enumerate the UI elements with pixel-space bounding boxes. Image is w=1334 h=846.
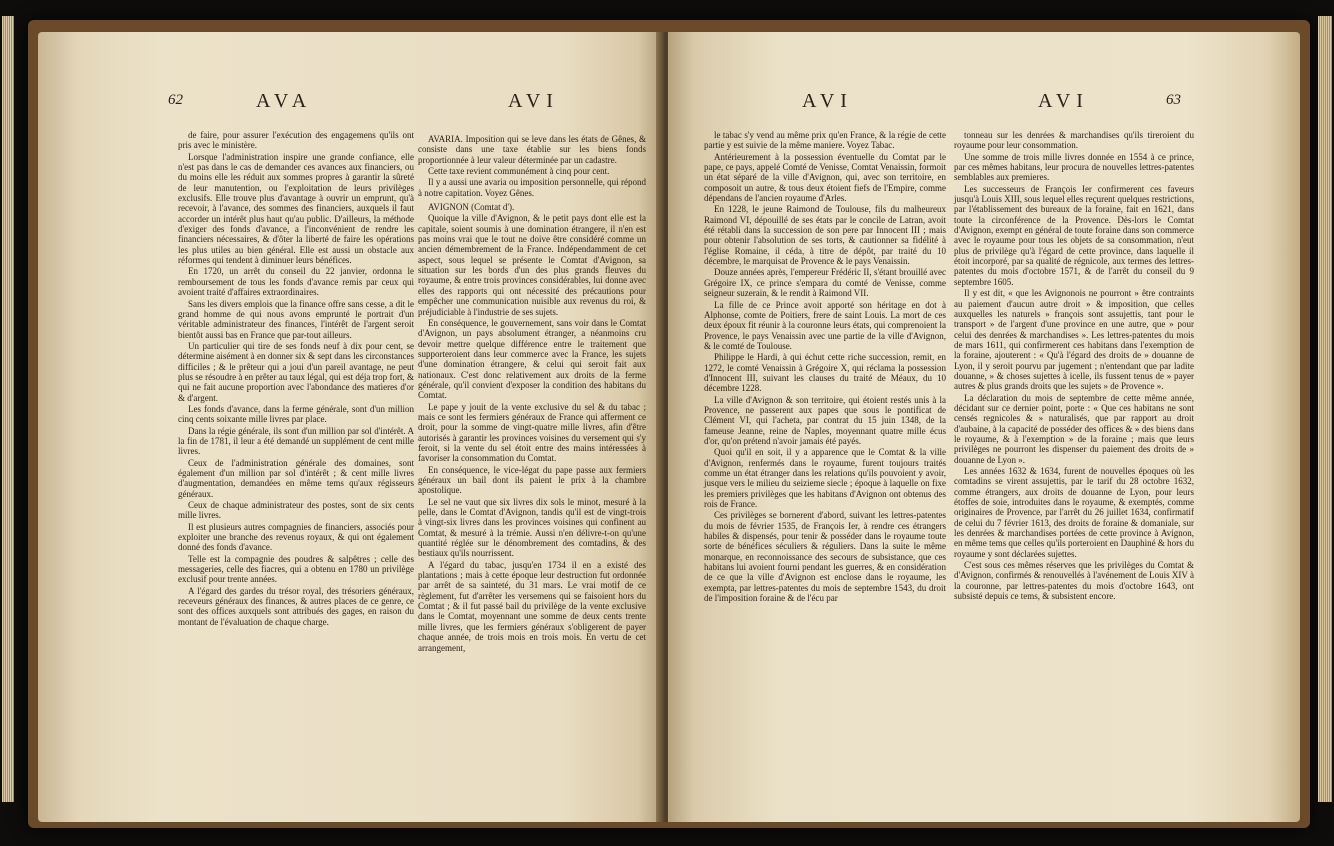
right-page-column-2 (954, 130, 1194, 602)
right-page-column-1 (704, 130, 946, 604)
book-edge-right (1318, 16, 1332, 802)
paragraph: La fille de ce Prince avoit apporté son héritage en dot à Alphonse, comte de Poitiers, frere de saint Louis. La mort de ces deux époux fit réunir à la couronne leurs états, qui comprenoient la Provence, le pays Venaissin avec une partie de la ville d'Avignon, & le comté de Toulouse. (704, 299, 946, 351)
left-page-column-1 (178, 130, 414, 628)
paragraph: Telle est la compagnie des poudres & salpêtres ; celle des messageries, celle des fiacres, qui a obtenu en 1780 un privilège exclusif pour trente années. (178, 553, 414, 585)
paragraph: Le pape y jouit de la vente exclusive du sel & du tabac ; mais ce sont les fermiers généraux de France qui afferment ce droit, pour la somme de vingt-quatre mille livres, afin d'être autorisés à garantir les provinces voisines du versement qui s'y feroit, si la vente du sel étoit entre des mains intéressées à favoriser la consommation du Comtat. (418, 401, 646, 464)
paragraph: Lorsque l'administration inspire une grande confiance, elle n'est pas dans le cas de demander ces avances aux financiers, ou du moins elle les réduit aux sommes propres à garantir la sûreté de leur manutention, ou l'exploitation de leurs privilèges exclusifs. Elle trouve plus d'avantage à ouvrir un emprunt, qu'à recevoir, à l'avance, des sommes des financiers, auxquels il faut accorder un intérêt plus haut qu'au public. D'ailleurs, la méthode d'exiger des fonds d'avance, a l'inconvénient de rendre les financiers nécessaires, & d'ôter la liberté de faire les opérations les plus utiles au bien général. Elle est aussi un obstacle aux réformes qui tendent à diminuer leurs bénéfices. (178, 151, 414, 266)
paragraph: Douze années après, l'empereur Frédéric II, s'étant brouillé avec Grégoire IX, ce prince s'empara du comté de Venisse, comme seigneur suzerain, & le rendit à Raimond VII. (704, 267, 946, 299)
paragraph: Une somme de trois mille livres donnée en 1554 à ce prince, par ces mêmes habitans, leur procura de nouvelles lettres-patentes semblables aux premieres. (954, 151, 1194, 183)
paragraph: AVARIA. Imposition qui se leve dans les états de Gênes, & consiste dans une taxe établie sur les biens fonds proportionnée à leur valeur déterminée par un cadastre. (418, 134, 646, 165)
paragraph: Les fonds d'avance, dans la ferme générale, sont d'un million cinq cents soixante mille livres par place. (178, 403, 414, 425)
page-number: 63 (1166, 92, 1181, 108)
paragraph: La ville d'Avignon & son territoire, qui étoient restés unis à la Provence, ne passerent aux papes que sous le pontificat de Clément VI, qui l'acheta, par contrat du 15 juin 1348, de la fameuse Jeanne, reine de Naples, moyennant quatre mille écus d'or, qu'on prétend n'avoir jamais été payés. (704, 394, 946, 446)
paragraph: A l'égard du tabac, jusqu'en 1734 il en a existé des plantations ; mais à cette époque leur destruction fut ordonnée par arrêt de sa sainteté, du 31 mars. Le vrai motif de ce règlement, fut d'arrêter les versemens qui se faisoient hors du Comtat ; & il fut passé bail du privilège de la vente exclusive dans le Comtat, moyennant une somme de deux cents trente mille livres, que les fermiers généraux s'obligerent de payer chaque année, de trois mois en trois mois. En vertu de cet arrangement, (418, 559, 646, 653)
paragraph: Les successeurs de François Ier confirmerent ces faveurs jusqu'à Louis XIII, sous lequel elles reçurent quelques restrictions, par l'établissement des bureaux de la foraine, fait en 1621, dans toute la circonférence de la Provence. Dès-lors le Comtat d'Avignon, exempt en général de toute foraine dans son commerce avec le royaume pour tous les objets de sa consommation, n'eut plus de privilège qu'à l'égard de cette province, dans laquelle il étoit incorporé, par sa qualité de régnicole, aux termes des lettres-patentes du mois d'octobre 1571, & de l'arrêt du conseil du 9 septembre 1605. (954, 183, 1194, 287)
paragraph: La déclaration du mois de septembre de cette même année, décidant sur ce dernier point, porte : « Que ces habitans ne sont censés regnicoles & » naturalisés, que par rapport au droit d'aubaine, à la capacité de posséder des offices & » des biens dans le royaume, & à l'exemption » de la foraine ; mais que leurs privilèges ne pourront les dispenser du paiement des droits de » douanne de Lyon ». (954, 392, 1194, 465)
paragraph: Le sel ne vaut que six livres dix sols le minot, mesuré à la pelle, dans le Comtat d'Avignon, tandis qu'il est de vingt-trois à vingt-six livres dans les provinces voisines qui confinent au Comtat, & mesuré à la trémie. Aussi n'en délivre-t-on qu'une quantité réglée sur le dénombrement des comtadins, & des bestiaux qu'ils nourrissent. (418, 496, 646, 559)
paragraph: Ceux de chaque administrateur des postes, sont de six cents mille livres. (178, 500, 414, 521)
paragraph: Il y a aussi une avaria ou imposition personnelle, qui répond à notre capitation. Voyez Gênes. (418, 177, 646, 198)
book-edge-left (2, 16, 14, 802)
paragraph: A l'égard des gardes du trésor royal, des trésoriers généraux, receveurs généraux des finances, & autres places de ce genre, ce sont des offices auxquels sont attribués des gages, en raison du montant de l'évaluation de chaque charge. (178, 585, 414, 627)
paragraph: En conséquence, le vice-légat du pape passe aux fermiers généraux un bail dont ils paient le prix à la chambre apostolique. (418, 464, 646, 496)
running-head-left: AVA (256, 90, 313, 112)
paragraph: C'est sous ces mêmes réserves que les privilèges du Comtat & d'Avignon, confirmés & renouvellés à l'avénement de Louis XIV à la couronne, par lettres-patentes du mois d'octobre 1643, ont subsisté depuis ce tems, & subsistent encore. (954, 560, 1194, 602)
paragraph: Un particulier qui tire de ses fonds neuf à dix pour cent, se détermine aisément à en donner six & sept dans les circonstances difficiles ; & le prêteur qui a joui d'un pareil avantage, ne peut plus se résoudre à en prêter au taux légal, qui est déja trop fort, & qui ne fait aucune proportion avec l'abondance des matieres d'or & d'argent. (178, 340, 414, 403)
paragraph: AVIGNON (Comtat d'). (428, 202, 515, 213)
paragraph: Dans la régie générale, ils sont d'un million par sol d'intérêt. A la fin de 1781, il leur a été demandé un supplément de cent mille livres. (178, 425, 414, 457)
paragraph: Quoique la ville d'Avignon, & le petit pays dont elle est la capitale, soient soumis à une domination étrangere, il n'en est pas moins vrai que le tout ne doive être considéré comme un ancien démembrement de la France. Indépendamment de cet aspect, sous lequel se présente le Comtat d'Avignon, sa situation sur les bords d'un des plus grands fleuves du royaume, & entre trois provinces considérables, lui donne avec elles des rapports qui ont nécessité des précautions pour empêcher une communication nuisible aux revenus du roi, & préjudiciable à l'industrie de ses sujets. (418, 213, 646, 317)
paragraph: Ces privilèges se bornerent d'abord, suivant les lettres-patentes du mois de février 1535, de François Ier, à rendre ces étrangers habiles & dispensés, pour tenir & posséder dans le royaume toute sorte de bénéfices séculiers & réguliers. Dans la suite le même monarque, en reconnoissance des secours de subsistance, que ces habitans lui avoient fourni pendant les guerres, & en considération de ce que la ville d'Avignon est enclose dans le royaume, les exempta, par lettres-patentes du mois de septembre 1543, du droit de l'imposition foraine & de l'écu par (704, 510, 946, 604)
left-page-column-2 (418, 130, 646, 654)
paragraph: Ceux de l'administration générale des domaines, sont également d'un million par sol d'intérêt ; & cent mille livres d'augmentation, demandées en même tems qu'aux régisseurs généraux. (178, 457, 414, 499)
paragraph: le tabac s'y vend au même prix qu'en France, & la régie de cette partie y est suivie de la même maniere. Voyez Tabac. (704, 130, 946, 151)
running-head-left: AVI (802, 90, 853, 112)
paragraph: En 1720, un arrêt du conseil du 22 janvier, ordonna le remboursement de tous les fonds d'avance remis par ceux qui avoient traité d'affaires extraordinaires. (178, 266, 414, 298)
paragraph: Les années 1632 & 1634, furent de nouvelles époques où les comtadins se virent assujettis, par le tarif du 28 octobre 1632, comme étrangers, aux droits de douanne de Lyon, pour leurs étoffes de soie, introduites dans le royaume, & exemptés, comme originaires de Provence, par l'arrêt du 26 juillet 1634, confirmatif de celui du 7 février 1613, des droits de foraine & domaniale, sur les denrées & marchandises portées de cette province à Avignon, en même tems que celles qu'ils porteroient en Dauphiné & hors du royaume y sont déclarées sujettes. (954, 466, 1194, 559)
paragraph: Philippe le Hardi, à qui échut cette riche succession, remit, en 1272, le comté Venaissin à Grégoire X, qui réclama la possession d'Innocent III, suivant les clauses du traité de Méaux, du 10 décembre 1228. (704, 352, 946, 394)
right-page-header (668, 82, 1300, 112)
paragraph: Sans les divers emplois que la finance offre sans cesse, a dit le grand homme de qui nous avons emprunté le portrait d'un véritable administrateur des finances, l'intérêt de l'argent seroit bientôt aussi bas en France que par-tout ailleurs. (178, 298, 414, 340)
left-page (38, 32, 664, 822)
paragraph: Il est plusieurs autres compagnies de financiers, associés pour exploiter une branche des revenus royaux, & qui ont également donné des fonds d'avance. (178, 521, 414, 553)
paragraph: Quoi qu'il en soit, il y a apparence que le Comtat & la ville d'Avignon, renfermés dans le royaume, furent toujours traités comme un état étranger dans les relations qu'ils pouvoient y avoir, jusque vers le milieu du seizieme siecle ; époque à laquelle on fixe les premiers privilèges que les habitans d'Avignon ont obtenus des rois de France. (704, 447, 946, 510)
paragraph: En conséquence, le gouvernement, sans voir dans le Comtat d'Avignon, un pays absolument étranger, a néanmoins cru devoir mettre quelque différence entre le traitement que supporteroient dans leur commerce avec la France, les sujets d'une domination étrangere, & celui qui seroit fait aux nationaux. C'est donc relativement aux droits de la ferme générale, qu'il convient d'exposer la condition des habitans du Comtat. (418, 317, 646, 401)
paragraph: de faire, pour assurer l'exécution des engagemens qu'ils ont pris avec le ministère. (178, 130, 414, 151)
paragraph: tonneau sur les denrées & marchandises qu'ils tireroient du royaume pour leur consommation. (954, 130, 1194, 151)
paragraph: Cette taxe revient communément à cinq pour cent. (428, 166, 610, 177)
paragraph: Il y est dit, « que les Avignonois ne pourront » être contraints au paiement d'aucun autre droit » & imposition, que celles auxquelles les naturels » françois sont assujettis, tant pour le transport » de l'argent d'une province en une autre, que » pour celui des denrées & marchandises ». Les lettres-patentes du mois de mars 1611, qui confirmerent ces habitans dans l'exemption de la foraine, ajouterent : « Qu'à l'égard des droits de » douanne de Lyon, il y seroit pourvu par jugement ; n'entendant que par ladite douanne, » & choses sujettes à icelle, ils fussent tenus de » payer autres & plus grands droits que les sujets » de Provence ». (954, 288, 1194, 392)
right-page (668, 32, 1300, 822)
paragraph: En 1228, le jeune Raimond de Toulouse, fils du malheureux Raimond VI, dépouillé de ses états par le concile de Latran, avoit été rétabli dans la succession de son pere par Innocent III ; mais pour obtenir l'absolution de ses torts, & cautionner sa fidélité à l'église Romaine, il céda, à titre de dépôt, par traité du 10 décembre, le marquisat de Provence & le pays Venaissin. (704, 204, 946, 267)
paragraph: Antérieurement à la possession éventuelle du Comtat par le pape, ce pays, appelé Comté de Venisse, Comtat Venaissin, formoit un état séparé de la ville d'Avignon, qui, avec son territoire, en composoit un autre, & tous deux étoient fiefs de l'Empire, comme dépendans de l'ancien royaume d'Arles. (704, 151, 946, 204)
left-page-header (38, 82, 664, 112)
running-head-right: AVI (1038, 90, 1089, 112)
running-head-right: AVI (508, 90, 559, 112)
page-number: 62 (168, 92, 183, 108)
